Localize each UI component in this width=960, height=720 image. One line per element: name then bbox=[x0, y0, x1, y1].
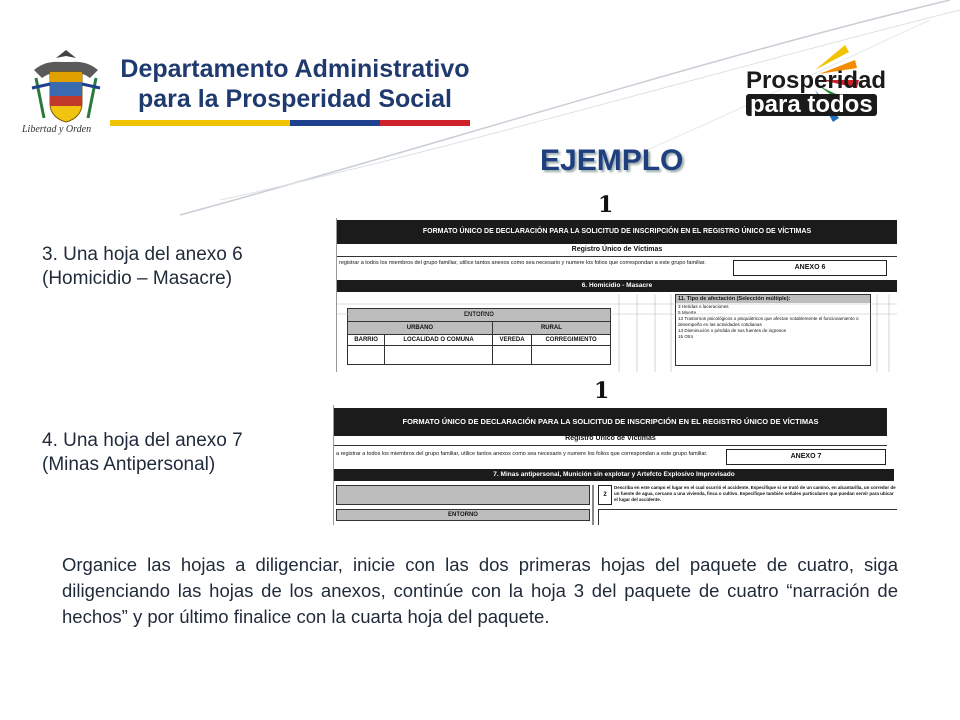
form6-afectacion-item: 14 Disminución o pérdida de sus fuentes de ingresos bbox=[678, 328, 787, 333]
form-annex6-image bbox=[336, 218, 897, 372]
form6-afectacion-item: 15 Otro bbox=[678, 334, 694, 339]
stripe-yellow bbox=[110, 120, 290, 126]
item-annex7-line2: (Minas Antipersonal) bbox=[42, 454, 216, 475]
slogan-logo bbox=[746, 67, 887, 118]
slogan-line2: para todos bbox=[746, 94, 877, 116]
form6-grid-lines bbox=[337, 294, 897, 372]
form6-afectacion-title: 11. Tipo de afectación (Selección múltiple): bbox=[676, 295, 870, 303]
motto-text: Libertad y Orden bbox=[22, 124, 92, 135]
form6-entorno: ENTORNO bbox=[348, 309, 611, 322]
form7-entorno: ENTORNO bbox=[336, 509, 590, 521]
form7-rule bbox=[334, 445, 887, 446]
form6-col-localidad: LOCALIDAD O COMUNA bbox=[385, 335, 493, 346]
stripe-blue bbox=[290, 120, 380, 126]
form7-box-text: Describa en este campo el lugar en el cual ocurrió el accidente. Especifique si se trató de un camino, en alcantarilla, un corredor de un fuente de agua, cercano a una vivienda, finca o cultivo. Especifique también señales particulares que puedan servir para ubicar el lugar del accidente. bbox=[614, 485, 896, 502]
form7-answer-field bbox=[598, 509, 897, 525]
agency-title bbox=[120, 54, 470, 114]
form6-afectacion-item: 3 Heridas o laceraciones bbox=[678, 304, 729, 309]
form6-col-barrio: BARRIO bbox=[348, 335, 385, 346]
slogan-line1: Prosperidad bbox=[746, 67, 887, 94]
instructions-paragraph: Organice las hojas a diligenciar, inicie con las dos primeras hojas del paquete de cuatro, siga diligenciando las hojas de los anexos, continúe con la hoja 3 del paquete de cuatro “narración de hechos” y por último finalice con la cuarta hoja del paquete. bbox=[62, 554, 898, 627]
form6-afectacion-item: 5 Muerte bbox=[678, 310, 697, 315]
item-annex7-line1: 4. Una hoja del anexo 7 bbox=[42, 430, 243, 451]
item-annex6 bbox=[42, 243, 243, 291]
agency-title-line1: Departamento Administrativo bbox=[120, 55, 470, 83]
form6-col-vereda: VEREDA bbox=[492, 335, 531, 346]
form7-divider bbox=[592, 485, 594, 525]
form7-gray-block bbox=[336, 485, 590, 505]
form7-annex-label: ANEXO 7 bbox=[726, 449, 886, 465]
form7-title: FORMATO ÚNICO DE DECLARACIÓN PARA LA SOLICITUD DE INSCRIPCIÓN EN EL REGISTRO ÚNICO DE VÍCTIMAS bbox=[334, 408, 887, 436]
agency-title-line2: para la Prosperidad Social bbox=[137, 85, 452, 113]
form6-annex-label: ANEXO 6 bbox=[733, 260, 887, 276]
form7-section: 7. Minas antipersonal, Munición sin explotar y Artefcto Explosivo Improvisado bbox=[334, 469, 894, 481]
form6-title: FORMATO ÚNICO DE DECLARACIÓN PARA LA SOLICITUD DE INSCRIPCIÓN EN EL REGISTRO ÚNICO DE VÍCTIMAS bbox=[337, 220, 897, 244]
form6-urbano: URBANO bbox=[348, 322, 493, 335]
form7-box-number: 2 bbox=[598, 485, 612, 505]
form6-instruction: registrar a todos los miembros del grupo familiar, utilice tantos anexos como sea necesario y numere los folios que correspondan a este grupo familiar. bbox=[339, 260, 706, 266]
form6-col-corregimiento: CORREGIMIENTO bbox=[532, 335, 611, 346]
stripe-red bbox=[380, 120, 470, 126]
form7-instruction: a registrar a todos los miembros del grupo familiar, utilice tantos anexos como sea necesario y numere los folios que correspondan a este grupo familiar. bbox=[336, 451, 708, 457]
page-number-1: 1 bbox=[598, 192, 614, 218]
form6-rule bbox=[337, 256, 897, 257]
coat-of-arms-icon bbox=[26, 48, 106, 126]
form6-rural: RURAL bbox=[492, 322, 610, 335]
item-annex7 bbox=[42, 429, 243, 477]
item-annex6-line1: 3. Una hoja del anexo 6 bbox=[42, 244, 243, 265]
form7-subtitle: Registro Único de Víctimas bbox=[565, 435, 656, 442]
form6-subtitle: Registro Único de Víctimas bbox=[571, 246, 663, 253]
form6-afectacion-item: 13 Trastornos psicológicos o psiquiátricos que afectan notablemente el funcionamiento o desempeño en las actividades cotidianas bbox=[678, 316, 859, 327]
page-heading: EJEMPLO bbox=[540, 144, 684, 177]
page-number-2: 1 bbox=[594, 378, 610, 404]
flag-stripes bbox=[110, 120, 470, 126]
form6-section: 6. Homicidio - Masacre bbox=[337, 280, 897, 292]
item-annex6-line2: (Homicidio – Masacre) bbox=[42, 268, 233, 289]
form-annex7-image bbox=[333, 405, 897, 525]
